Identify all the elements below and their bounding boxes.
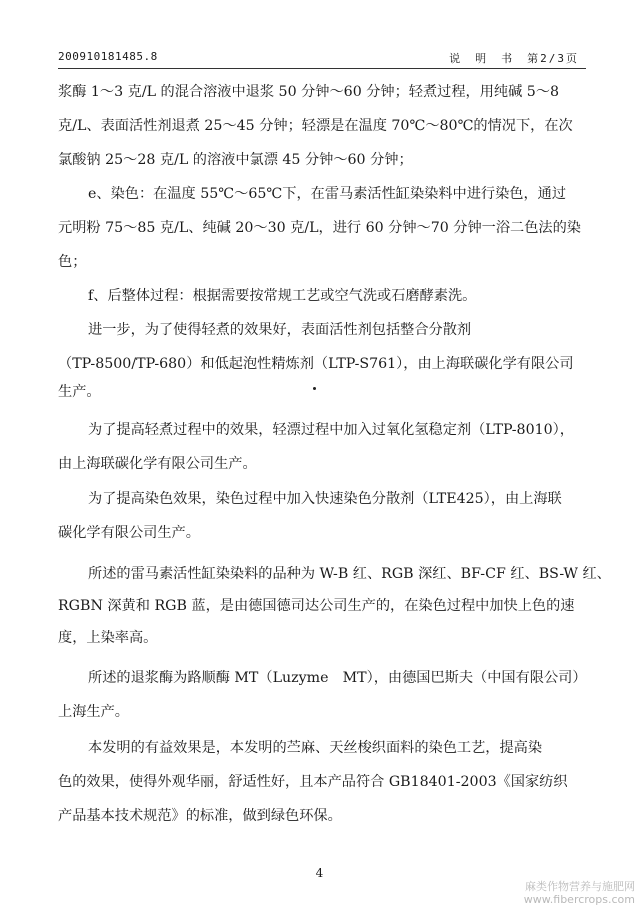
text-line: 元明粉 75～85 克/L、纯碱 20～30 克/L，进行 60 分钟～70 分钟一浴二色法的染: [58, 220, 581, 236]
page-section-label: 说 明 书 第2/3页: [449, 52, 579, 65]
text-line: e、染色：在温度 55℃～65℃下，在雷马素活性缸染染料中进行染色，通过: [88, 186, 567, 202]
text-line: 为了提高染色效果，染色过程中加入快速染色分散剂（LTE425），由上海联: [88, 491, 562, 507]
watermark-url: www.fibercrops.com: [523, 893, 635, 906]
text-line: RGBN 深黄和 RGB 蓝，是由德国德司达公司生产的，在染色过程中加快上色的速: [58, 598, 575, 614]
watermark: [524, 880, 635, 906]
text-line: 所述的退浆酶为路顺酶 MT（Luzyme MT），由德国巴斯夫（中国有限公司）: [88, 670, 587, 686]
text-line: 碳化学有限公司生产。: [58, 525, 200, 541]
text-line: 色的效果，使得外观华丽，舒适性好，且本产品符合 GB18401-2003《国家纺织: [58, 774, 568, 790]
text-line: 氯酸钠 25～28 克/L 的溶液中氯漂 45 分钟～60 分钟；: [58, 152, 413, 168]
page-number: 4: [315, 866, 324, 880]
watermark-title: 麻类作物营养与施肥网: [525, 880, 635, 893]
text-line: 上海生产。: [58, 704, 129, 720]
stray-dot: [313, 387, 316, 390]
text-line: 本发明的有益效果是，本发明的苎麻、天丝梭织面料的染色工艺，提高染: [88, 740, 543, 756]
text-line: 生产。: [58, 384, 101, 400]
text-line: 色；: [58, 254, 87, 270]
text-line: 度，上染率高。: [58, 630, 158, 646]
text-line: （TP-8500/TP-680）和低起泡性精炼剂（LTP-S761），由上海联碳化学有限公司: [58, 356, 574, 372]
text-line: 所述的雷马素活性缸染染料的品种为 W-B 红、RGB 深红、BF-CF 红、BS-W 红、: [88, 566, 611, 582]
text-line: 为了提高轻煮过程中的效果，轻漂过程中加入过氧化氢稳定剂（LTP-8010），: [88, 422, 574, 438]
text-line: 克/L、表面活性剂退煮 25～45 分钟；轻漂是在温度 70℃～80℃的情况下，在次: [58, 118, 573, 134]
text-line: 由上海联碳化学有限公司生产。: [58, 456, 257, 472]
patent-application-number: 200910181485.8: [58, 50, 158, 63]
text-line: 进一步，为了使得轻煮的效果好，表面活性剂包括整合分散剂: [88, 322, 472, 338]
text-line: f、后整体过程：根据需要按常规工艺或空气洗或石磨酵素洗。: [88, 288, 477, 304]
header-rule: [58, 68, 586, 69]
text-line: 浆酶 1～3 克/L 的混合溶液中退浆 50 分钟～60 分钟；轻煮过程，用纯碱 5～8: [58, 84, 560, 100]
text-line: 产品基本技术规范》的标准，做到绿色环保。: [58, 808, 342, 824]
